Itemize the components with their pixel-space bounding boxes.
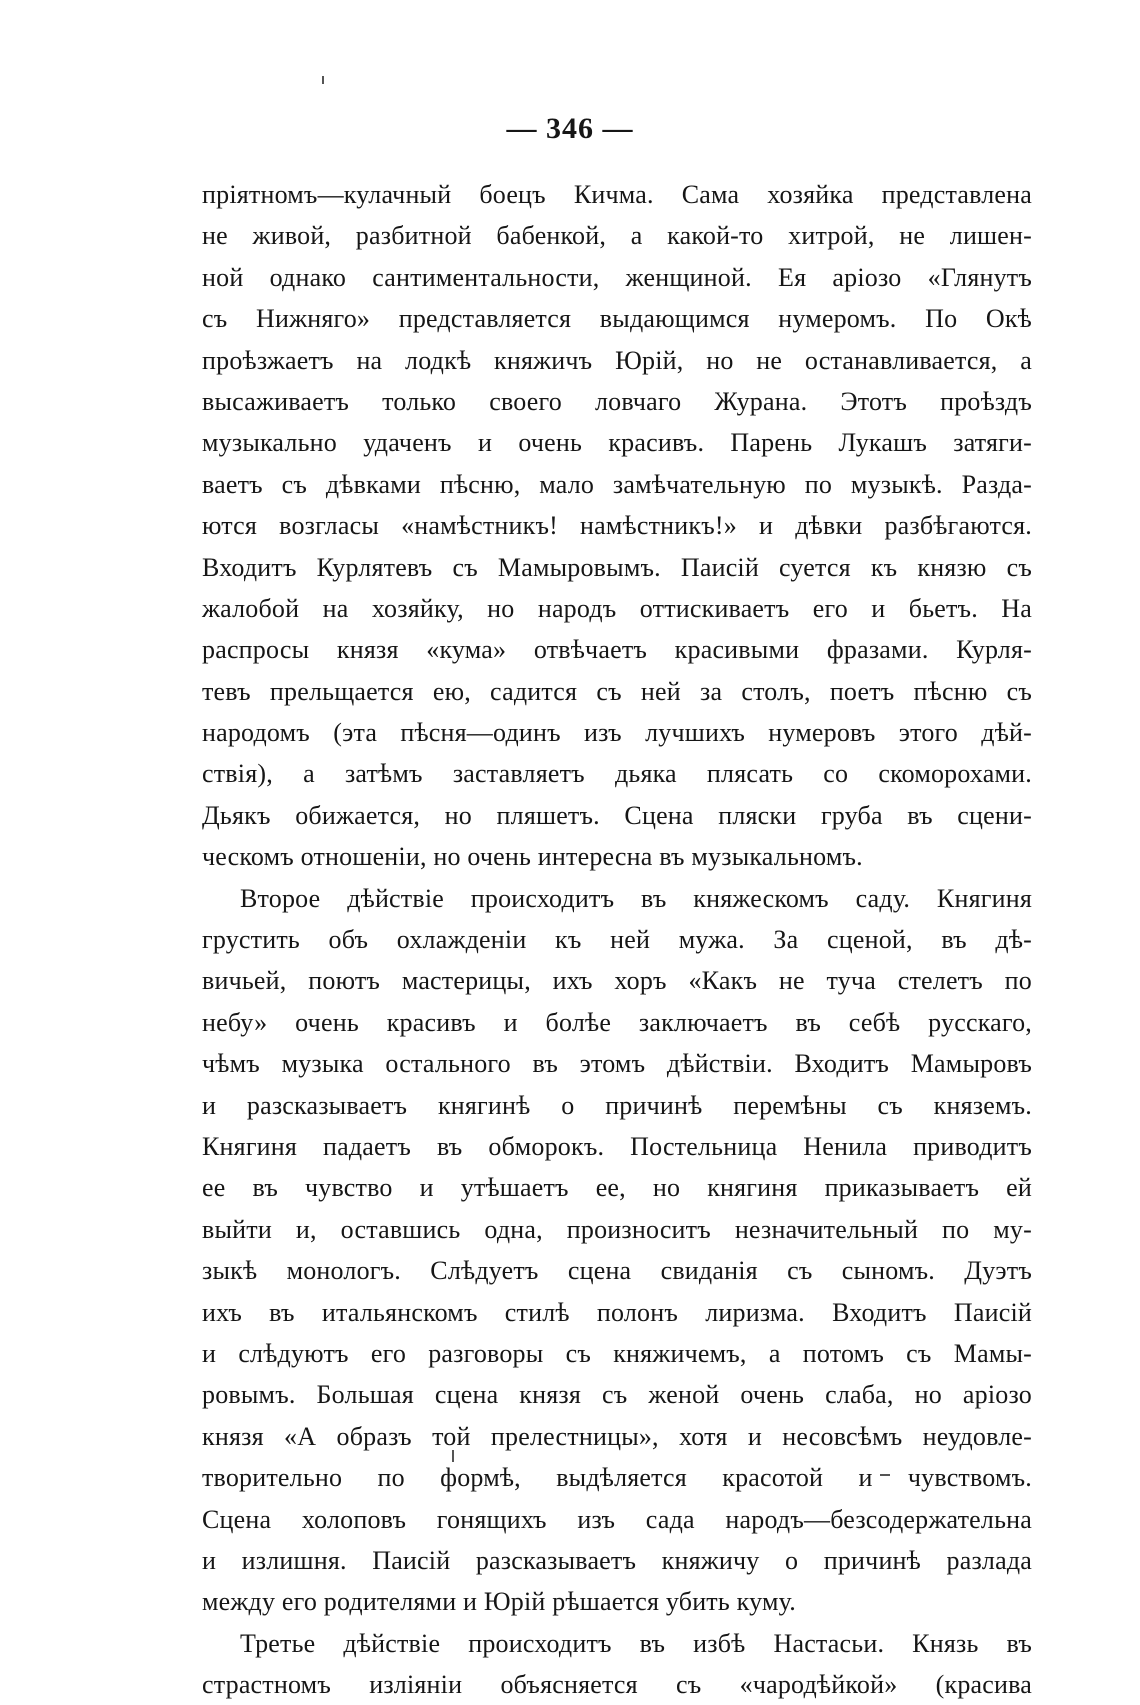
text-line: пріятномъ—кулачный боецъ Кичма. Сама хозяйка представлена [202,180,1032,209]
page-number: — 346 — [506,112,634,145]
text-line: Второе дѣйствіе происходитъ въ княжескомъ саду. Княгиня [240,883,1032,913]
text-line: небу» очень красивъ и болѣе заключаетъ въ себѣ русскаго, [202,1007,1032,1037]
text-line: чѣмъ музыка остального въ этомъ дѣйствіи. Входитъ Мамыровъ [202,1049,1032,1079]
text-line: ее въ чувство и утѣшаетъ ее, но княгиня приказываетъ ей [202,1173,1032,1203]
text-line: и разсказываетъ княгинѣ о причинѣ перемѣны съ княземъ. [202,1090,1032,1120]
paragraph-1 [202,174,1032,878]
text-line: князя «А образъ той прелестницы», хотя и несовсѣмъ неудовле- [202,1421,1032,1451]
text-line: ческомъ отношеніи, но очень интересна въ музыкальномъ. [202,842,863,872]
text-line: выйти и, оставшись одна, произноситъ незначительный по му- [202,1214,1032,1244]
text-line: проѣзжаетъ на лодкѣ княжичъ Юрій, но не останавливается, а [202,345,1032,375]
paragraph-2 [202,878,1032,1623]
text-line: ются возгласы «намѣстникъ! намѣстникъ!» и дѣвки разбѣгаются. [202,511,1032,541]
text-line: Сцена холоповъ гонящихъ изъ сада народъ—безсодержательна [202,1504,1032,1534]
text-line: Княгиня падаетъ въ обморокъ. Постельница Ненила приводитъ [202,1131,1032,1161]
text-line: не живой, разбитной бабенкой, а какой-то хитрой, не лишен- [202,221,1032,251]
text-line: ной однако сантиментальности, женщиной. Ея аріозо «Глянутъ [202,262,1032,292]
text-line: ихъ въ итальянскомъ стилѣ полонъ лиризма. Входитъ Паисій [202,1297,1032,1327]
text-line: зыкѣ монологъ. Слѣдуетъ сцена свиданія съ сыномъ. Дуэтъ [202,1256,1032,1286]
text-line: жалобой на хозяйку, но народъ оттискиваетъ его и бьетъ. На [202,593,1032,623]
text-line: ровымъ. Большая сцена князя съ женой очень слаба, но аріозо [202,1380,1032,1410]
text-line: ствія), а затѣмъ заставляетъ дьяка плясать со скоморохами. [202,759,1032,789]
print-speck [322,76,324,84]
text-line: вичьей, поютъ мастерицы, ихъ хоръ «Какъ не туча стелетъ по [202,966,1032,996]
text-line: музыкально удаченъ и очень красивъ. Парень Лукашъ затяги- [202,428,1032,458]
text-line: ваетъ съ дѣвками пѣсню, мало замѣчательную по музыкѣ. Разда- [202,469,1032,499]
text-line: грустить объ охлажденіи къ ней мужа. За сценой, въ дѣ- [202,925,1032,955]
text-line: распросы князя «кума» отвѣчаетъ красивыми фразами. Курля- [202,635,1032,665]
text-line: творительно по формѣ, выдѣляется красотой и чувствомъ. [202,1463,1032,1493]
text-line: между его родителями и Юрій рѣшается убить куму. [202,1587,796,1617]
text-line: Дьякъ обижается, но пляшетъ. Сцена пляски груба въ сцени- [202,800,1032,830]
text-line: и излишня. Паисій разсказываетъ княжичу о причинѣ разлада [202,1545,1032,1575]
text-line: тевъ прельщается ею, садится съ ней за столъ, поетъ пѣсню съ [202,676,1032,706]
paragraph-3 [202,1623,1032,1705]
body-text [202,174,1032,1705]
text-line: съ Нижняго» представляется выдающимся нумеромъ. По Окѣ [202,304,1032,334]
text-line: страстномъ изліяніи объясняется съ «чародѣйкой» (красива [202,1670,1032,1700]
text-line: Входитъ Курлятевъ съ Мамыровымъ. Паисій суется къ князю съ [202,552,1032,582]
text-line: и слѣдуютъ его разговоры съ княжичемъ, а потомъ съ Мамы- [202,1338,1032,1368]
text-line: Третье дѣйствіе происходитъ въ избѣ Настасьи. Князь въ [240,1628,1032,1658]
text-line: высаживаетъ только своего ловчаго Журана. Этотъ проѣздъ [202,386,1032,416]
text-line: народомъ (эта пѣсня—одинъ изъ лучшихъ нумеровъ этого дѣй- [202,718,1032,748]
